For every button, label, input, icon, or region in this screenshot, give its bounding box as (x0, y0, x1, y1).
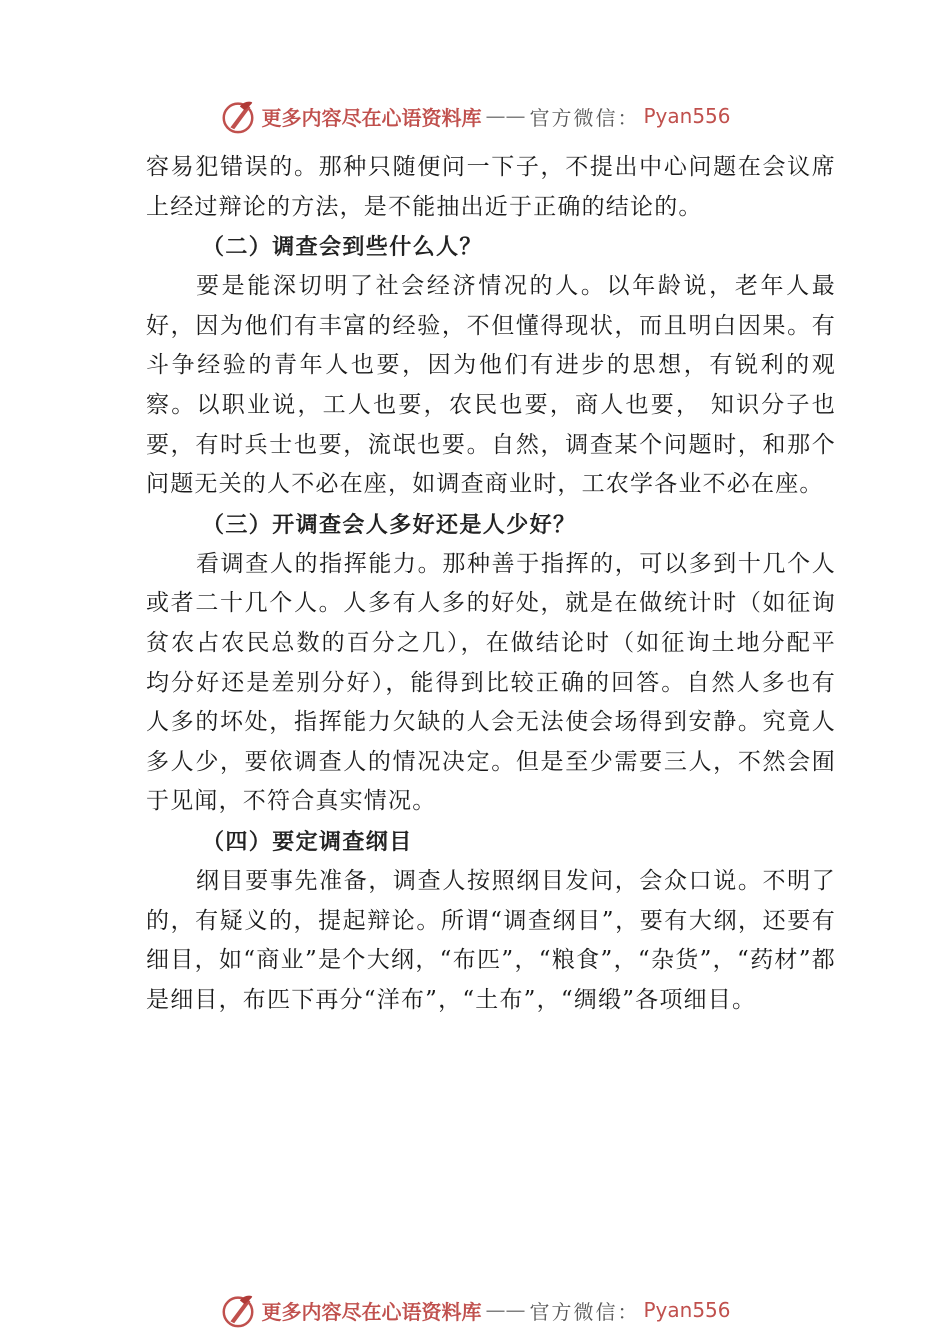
paragraph-4: 纲目要事先准备，调查人按照纲目发问，会众口说。不明了的，有疑义的，提起辩论。所谓“调查纲目”，要有大纲，还要有细目，如“商业”是个大纲，“布匹”，“粮食”，“杂货”，“药材”都是细目，布匹下再分“洋布”，“土布”，“绸缎”各项细目。 (146, 867, 836, 1013)
header-wechat-id: Pyan556 (643, 104, 731, 128)
quill-pen-logo-icon (219, 1291, 257, 1329)
footer-brand-name: 更多内容尽在心语资料库 (261, 1299, 482, 1324)
section-heading-2: （二）调查会到些什么人？ (202, 234, 483, 261)
header-brand-dash: —— (485, 104, 526, 128)
paragraph-3: 看调查人的指挥能力。那种善于指挥的，可以多到十几个人或者二十几个人。人多有人多的好处，就是在做统计时（如征询贫农占农民总数的百分之几），在做结论时（如征询土地分配平均分好还是差别分好），能得到比较正确的回答。自然人多也有人多的坏处，指挥能力欠缺的人会无法使会场得到安静。究竟人多人少，要依调查人的情况决定。但是至少需要三人，不然会囿于见闻，不符合真实情况。 (146, 550, 836, 815)
header-brand-name: 更多内容尽在心语资料库 (261, 105, 482, 130)
footer-brand-dash: —— (485, 1298, 526, 1322)
header-wechat-label: 官方微信： (529, 105, 640, 130)
quill-pen-logo-icon (219, 97, 257, 135)
paragraph-2: 要是能深切明了社会经济情况的人。以年龄说，老年人最好，因为他们有丰富的经验，不但懂得现状，而且明白因果。有斗争经验的青年人也要，因为他们有进步的思想，有锐利的观察。以职业说，工人也要，农民也要，商人也要， 知识分子也要，有时兵士也要，流氓也要。自然，调查某个问题时，和那个问题无关的人不必在座，如调查商业时，工农学各业不必在座。 (146, 273, 836, 498)
section-heading-3: （三）开调查会人多好还是人少好？ (202, 511, 577, 538)
page-header (0, 96, 950, 136)
section-heading-4: （四）要定调查纲目 (202, 828, 413, 855)
footer-wechat-id: Pyan556 (643, 1298, 731, 1322)
footer-wechat-label: 官方微信： (529, 1299, 640, 1324)
page-footer (0, 1290, 950, 1330)
footer-brand (219, 1291, 730, 1329)
paragraph-1: 容易犯错误的。那种只随便问一下子，不提出中心问题在会议席上经过辩论的方法，是不能抽出近于正确的结论的。 (146, 154, 836, 220)
document-body (146, 148, 836, 1020)
header-brand (219, 97, 730, 135)
